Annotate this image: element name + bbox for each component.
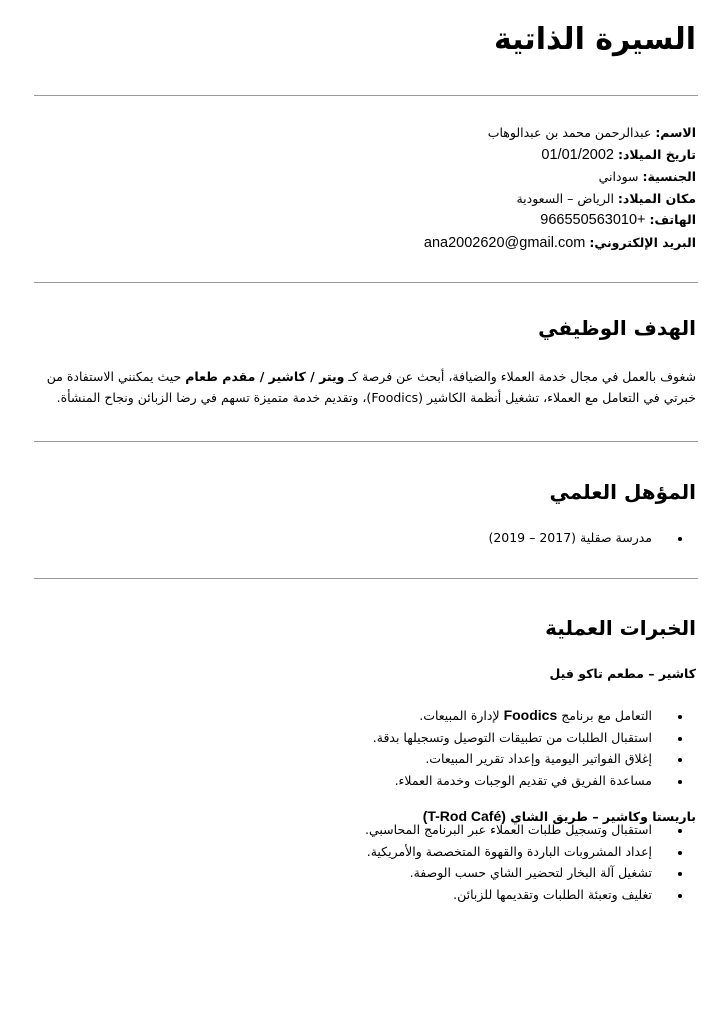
birthplace-label: مكان الميلاد: [617,190,696,206]
list-item: • مساعدة الفريق في تقديم الوجبات وخدمة العملاء. [373,770,668,792]
name-label: الاسم: [655,125,696,140]
divider [34,282,698,283]
page-title: السيرة الذاتية [493,22,696,57]
list-item: • تشغيل آلة البخار لتحضير الشاي حسب الوصفة. [365,862,668,884]
email-row [424,232,696,255]
education-item: • مدرسة صقلية (2017 – 2019) [488,527,668,549]
objective-text-2: حيث يمكنني الاستفادة من خبرتي في التعامل مع العملاء، تشغيل أنظمة الكاشير (Foodics)، وتقديم خدمة متميزة تسهم في رضا الزبائن ونجاح المنشأة. [46,369,696,405]
divider [34,95,698,96]
divider [34,441,698,442]
name-value: عبدالرحمن محمد بن عبدالوهاب [487,125,652,140]
list-item [373,705,668,727]
divider [34,578,698,579]
email-label: البريد الإلكتروني: [589,234,696,250]
duty-software-name: Foodics [503,707,558,723]
list-item: • استقبال الطلبات من تطبيقات التوصيل وتسجيلها بدقة. [373,727,668,749]
list-item: • إغلاق الفواتير اليومية وإعداد تقرير المبيعات. [373,748,668,770]
objective-roles: ويتر / كاشير / مقدم طعام [185,369,345,384]
dob-value: 01/01/2002 [541,146,614,163]
dob-row [424,144,696,167]
birthplace-value: الرياض – السعودية [516,190,614,206]
nationality-label: الجنسية: [642,169,696,184]
objective-text [28,366,696,408]
list-item: • إعداد المشروبات الباردة والقهوة المتخصصة والأمريكية. [365,841,668,863]
birthplace-row [424,188,696,210]
job-duties-list [373,705,696,791]
education-title: المؤهل العلمي [549,480,696,504]
list-item: • استقبال وتسجيل طلبات العملاء عبر البرنامج المحاسبي. [365,819,668,841]
job-title-arabic: باريستا وكاشير – طريق الشاي [505,809,696,824]
phone-label: الهاتف: [649,212,696,227]
job-title: كاشير – مطعم تاكو فيل [549,666,696,681]
education-list [488,527,696,549]
duty-text-before: التعامل مع برنامج [557,708,652,723]
list-item: • تغليف وتعبئة الطلبات وتقديمها للزبائن. [365,884,668,906]
job-title-english: (T-Rod Café) [422,808,506,824]
job-duties-list [365,819,696,905]
phone-row [424,209,696,232]
personal-info [424,122,696,254]
email-value: ana2002620@gmail.com [423,234,586,251]
nationality-row [424,166,696,188]
objective-title: الهدف الوظيفي [538,316,696,340]
objective-text-1: شغوف بالعمل في مجال خدمة العملاء والضيافة، أبحث عن فرصة كـ [344,369,696,384]
dob-label: تاريخ الميلاد: [617,146,696,162]
duty-text-after: لإدارة المبيعات. [419,708,504,723]
experience-title: الخبرات العملية [545,616,696,640]
nationality-value: سوداني [598,169,639,184]
phone-value: +966550563010 [540,212,646,228]
name-row [424,122,696,144]
